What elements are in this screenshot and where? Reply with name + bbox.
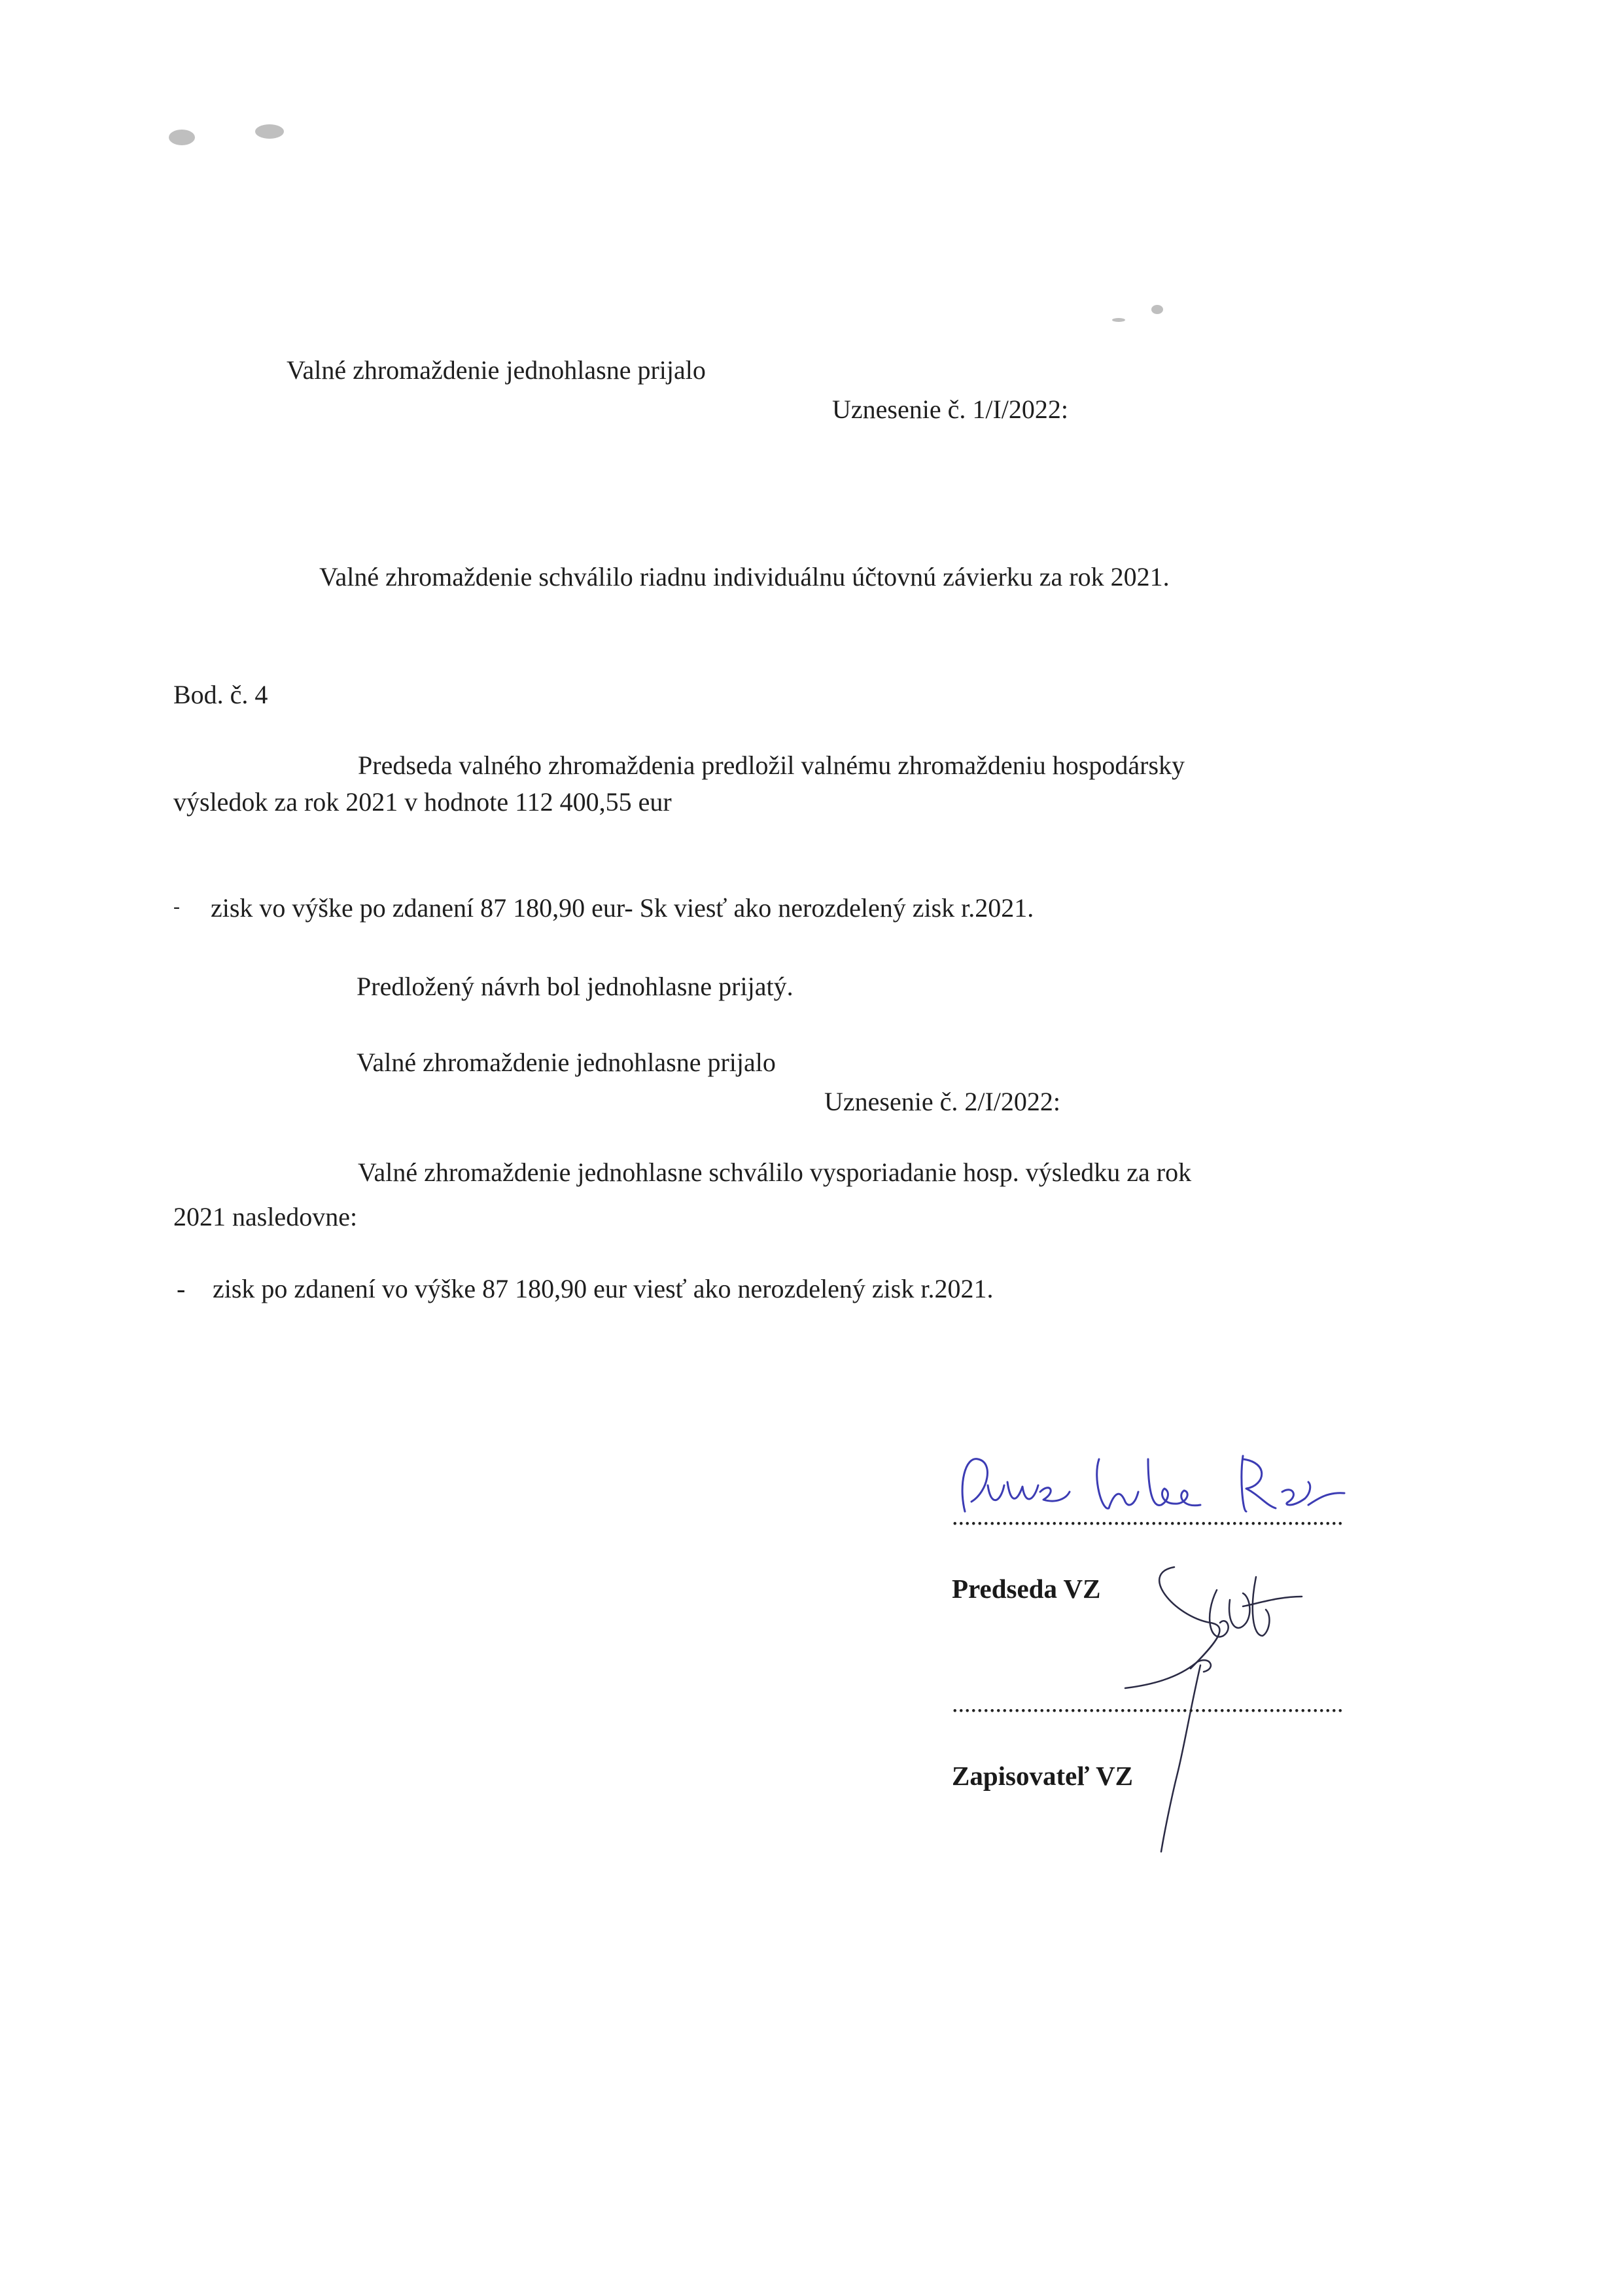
item4-paragraph-line1: Predseda valného zhromaždenia predložil valnému zhromaždeniu hospodársky: [358, 751, 1185, 780]
resolution2-intro: Valné zhromaždenie jednohlasne prijalo: [357, 1048, 776, 1077]
item4-bullet: zisk vo výške po zdanení 87 180,90 eur- Sk viesť ako nerozdelený zisk r.2021.: [211, 893, 1034, 923]
scan-speck: [169, 130, 195, 145]
chair-signature-dotted-line: ...............................................................: [952, 1503, 1344, 1530]
recorder-signature-dotted-line: ...............................................................: [952, 1690, 1344, 1718]
chair-label: Predseda VZ: [952, 1574, 1101, 1604]
resolution1-title: Uznesenie č. 1/I/2022:: [832, 395, 1068, 424]
recorder-label: Zapisovateľ VZ: [952, 1761, 1134, 1791]
resolution2-paragraph-line2: 2021 nasledovne:: [173, 1202, 358, 1231]
resolution1-text: Valné zhromaždenie schválilo riadnu individuálnu účtovnú závierku za rok 2021.: [319, 562, 1170, 592]
resolution2-title: Uznesenie č. 2/I/2022:: [824, 1087, 1060, 1116]
item4-heading: Bod. č. 4: [173, 680, 268, 709]
resolution2-paragraph-line1: Valné zhromaždenie jednohlasne schválilo vysporiadanie hosp. výsledku za rok: [358, 1157, 1192, 1187]
scan-speck: [255, 124, 284, 139]
resolution2-bullet-marker: -: [177, 1274, 186, 1303]
item4-approved: Predložený návrh bol jednohlasne prijatý.: [357, 972, 794, 1001]
resolution2-bullet: zisk po zdanení vo výške 87 180,90 eur viesť ako nerozdelený zisk r.2021.: [213, 1274, 994, 1303]
scan-speck: [1151, 305, 1163, 314]
scan-speck: [1112, 318, 1125, 322]
resolution1-intro: Valné zhromaždenie jednohlasne prijalo: [287, 355, 706, 385]
item4-bullet-marker: -: [173, 896, 180, 917]
item4-paragraph-line2: výsledok za rok 2021 v hodnote 112 400,55 eur: [173, 787, 672, 817]
